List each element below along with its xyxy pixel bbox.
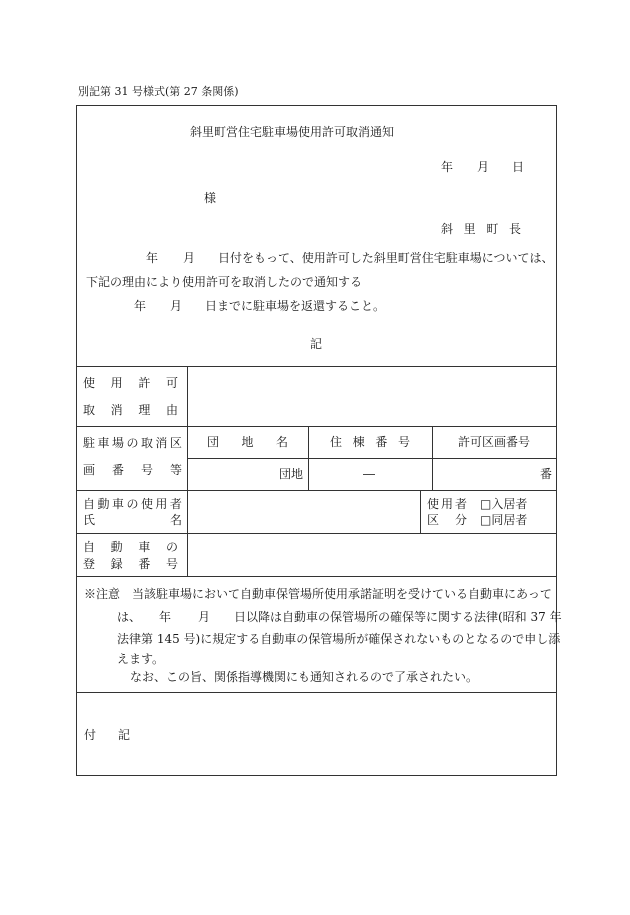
parking-label: 駐 車 場 の 取 消 区 <box>83 436 182 450</box>
user-class-label-line2: 区 分 <box>427 513 467 527</box>
row-divider <box>76 490 557 491</box>
parking-column-divider <box>432 426 433 490</box>
parking-sub-divider <box>187 458 557 459</box>
body-line2: 下記の理由により使用許可を取消したので通知する <box>86 275 363 289</box>
notice-line2: 日以降は自動車の保管場所の確保等に関する法律(昭和 37 年 <box>234 610 562 624</box>
box-bottom-border <box>76 775 557 776</box>
resident-checkbox[interactable]: □入居者 <box>480 497 528 511</box>
issuer-name: 斜 里 町 長 <box>441 222 521 236</box>
body-year: 年 <box>146 251 159 265</box>
section-number-header: 許可区画番号 <box>458 435 531 449</box>
reason-label: 使 用 許 可 <box>83 376 178 390</box>
building-number-header: 住 棟 番 号 <box>330 435 410 449</box>
row-divider <box>76 533 557 534</box>
cohabitant-checkbox[interactable]: □同居者 <box>480 513 528 527</box>
row-divider <box>76 576 557 577</box>
parking-label-line2: 画 番 号 等 <box>83 463 182 477</box>
box-top-border <box>76 105 557 106</box>
date-month: 月 <box>477 160 490 174</box>
notice-line1: ※注意 当該駐車場において自動車保管場所使用承諾証明を受けている自動車にあって <box>84 587 552 601</box>
row-divider <box>76 426 557 427</box>
addressee-suffix: 様 <box>204 191 217 205</box>
registration-label: 自 動 車 の <box>83 540 178 554</box>
section-suffix: 番 <box>540 467 553 481</box>
notice-line2-start: は、 <box>117 610 142 624</box>
registration-label-line2: 登 録 番 号 <box>83 557 178 571</box>
return-month: 月 <box>170 299 183 313</box>
registration-field[interactable] <box>189 535 555 575</box>
form-number: 別記第 31 号様式(第 27 条関係) <box>78 85 239 98</box>
date-day: 日 <box>512 160 525 174</box>
notice-year: 年 <box>159 610 172 624</box>
row-divider <box>76 692 557 693</box>
label-column-divider <box>187 366 188 576</box>
parking-column-divider <box>308 426 309 490</box>
box-right-border <box>556 105 557 776</box>
body-line1: 日付をもって、使用許可した斜里町営住宅駐車場については、 <box>218 251 554 265</box>
vehicle-user-label: 自 動 車 の 使 用 者 <box>83 497 182 511</box>
return-year: 年 <box>134 299 147 313</box>
user-name-field[interactable] <box>189 492 418 532</box>
box-left-border <box>76 105 77 776</box>
notice-line3: 法律第 145 号)に規定する自動車の保管場所が確保されないものとなるので申し添 <box>117 632 561 646</box>
vehicle-user-label-line2: 氏 名 <box>83 513 182 527</box>
table-top-border <box>76 366 557 367</box>
notice-line4: えます。 <box>117 652 165 666</box>
user-class-divider <box>420 490 421 533</box>
user-class-label: 使 用 者 <box>427 497 467 511</box>
reason-field[interactable] <box>189 368 555 425</box>
body-month: 月 <box>183 251 196 265</box>
date-year: 年 <box>441 160 454 174</box>
remarks-label: 付 記 <box>84 728 130 742</box>
complex-suffix: 団地 <box>279 467 304 481</box>
body-line3: 日までに駐車場を返還すること。 <box>205 299 386 313</box>
document-title: 斜里町営住宅駐車場使用許可取消通知 <box>190 125 395 139</box>
remarks-field[interactable] <box>140 694 555 774</box>
ki-heading: 記 <box>310 337 323 351</box>
building-dash: ― <box>363 467 375 481</box>
notice-month: 月 <box>198 610 211 624</box>
notice-line5: なお、この旨、関係指導機関にも通知されるので了承されたい。 <box>130 670 479 684</box>
reason-label-line2: 取 消 理 由 <box>83 403 178 417</box>
complex-name-header: 団 地 名 <box>207 435 288 449</box>
